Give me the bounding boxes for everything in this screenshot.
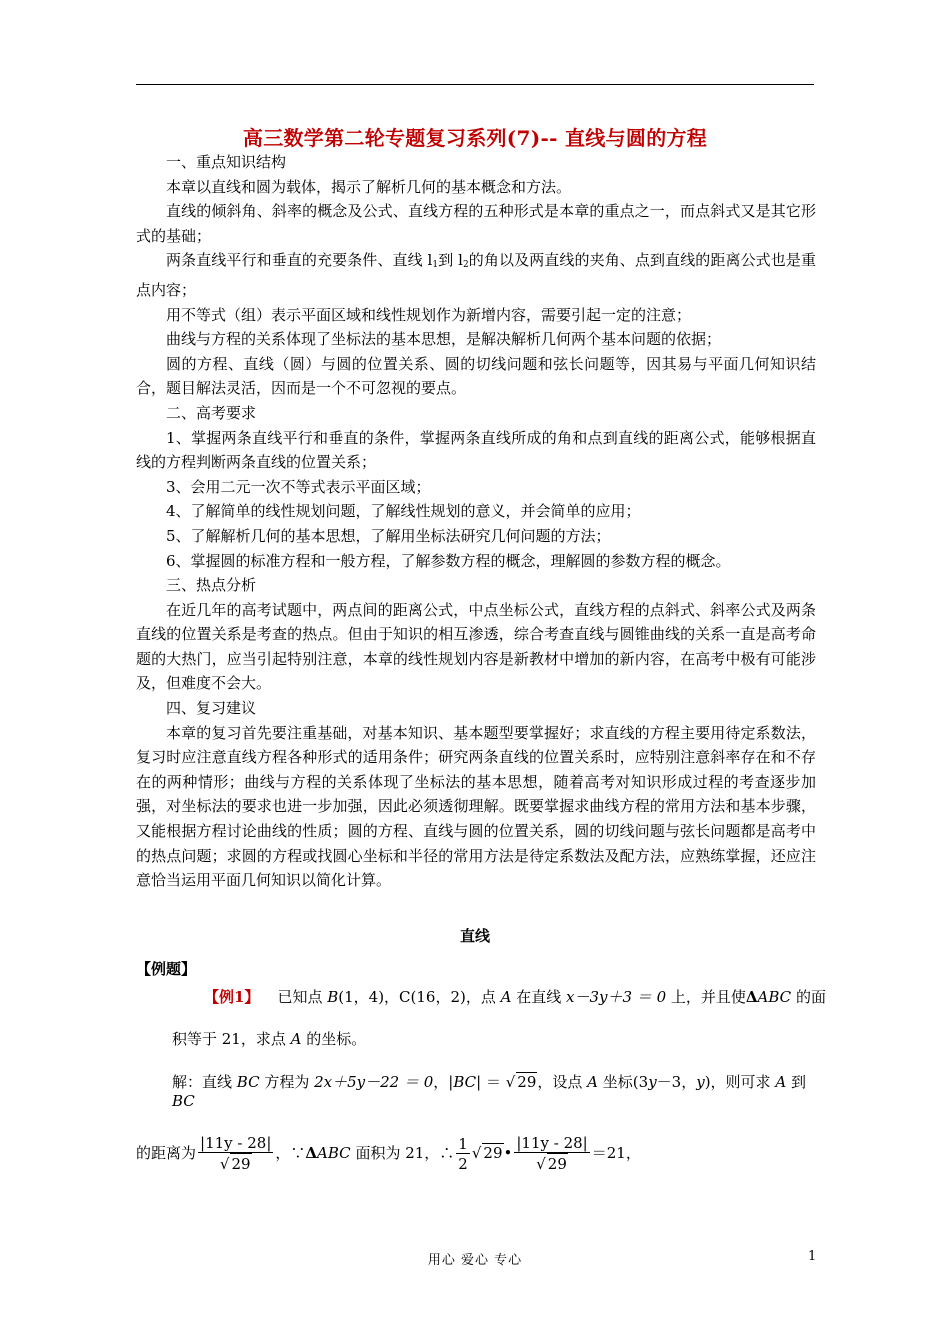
- paragraph: 本章的复习首先要注重基础，对基本知识、基本题型要掌握好；求直线的方程主要用待定系数法，复习时应注意直线方程各种形式的适用条件；研究两条直线的位置关系时，应特别注意斜率存在和不存在的两种情形；曲线与方程的关系体现了坐标法的基本思想，随着高考对知识形成过程的考查逐步加强，对坐标法的要求也进一步加强，因此必须透彻理解。既要掌握求曲线方程的常用方法和基本步骤，又能根据方程讨论曲线的性质；圆的方程、直线与圆的位置关系，圆的切线问题与弦长问题都是高考中的热点问题；求圆的方程或找圆心坐标和半径的常用方法是待定系数法及配方法，应熟练掌握，还应注意恰当运用平面几何知识以简化计算。: [136, 723, 816, 890]
- paragraph: 本章以直线和圆为载体，揭示了解析几何的基本概念和方法。: [166, 177, 572, 196]
- sqrt-symbol: √: [471, 1144, 482, 1162]
- distance-fraction: [198, 1134, 273, 1174]
- header-rule: [136, 84, 814, 85]
- math-var: A: [775, 1073, 787, 1091]
- fraction-denominator: √ 29: [536, 1155, 567, 1173]
- examples-heading: 【例题】: [136, 960, 197, 978]
- multiply-dot: •: [503, 1144, 513, 1162]
- math-var: y: [696, 1073, 705, 1091]
- text-run: | ＝: [476, 1073, 506, 1091]
- text-run: ，∵: [275, 1144, 306, 1162]
- text-run: 方程为: [259, 1073, 315, 1091]
- page-number: 1: [808, 1249, 817, 1264]
- document-body: [136, 150, 816, 893]
- section-heading-2: 二、高考要求: [166, 403, 257, 422]
- section-heading-3: 三、热点分析: [166, 576, 257, 595]
- text-run: 上，并且使: [666, 988, 746, 1006]
- math-equation: 2x＋5y－22 ＝ 0: [314, 1073, 434, 1091]
- math-var: ABC: [757, 988, 792, 1006]
- requirement-item: 5、了解解析几何的基本思想，了解用坐标法研究几何问题的方法；: [166, 526, 611, 545]
- text-run: －3，: [656, 1073, 697, 1091]
- text-run: (1，4)，C(16，2)，点: [338, 988, 501, 1006]
- paragraph: 直线的倾斜角、斜率的概念及公式、直线方程的五种形式是本章的重点之一，而点斜式又是其它形式的基础；: [136, 202, 816, 245]
- paragraph: 在近几年的高考试题中，两点间的距离公式，中点坐标公式，直线方程的点斜式、斜率公式及两条直线的位置关系是考查的热点。但由于知识的相互渗透，综合考查直线与圆锥曲线的关系一直是高考命题的大热门，应当引起特别注意，本章的线性规划内容是新教材中增加的新内容，在高考中极有可能涉及，但难度不会大。: [136, 600, 816, 693]
- sqrt-radicand: 29: [517, 1073, 537, 1091]
- text-run: 的角以及两直线的夹角、点到直线的距离公式也是重点内容；: [136, 251, 816, 299]
- fraction-numerator: |11y - 28|: [516, 1134, 588, 1152]
- paragraph: 曲线与方程的关系体现了坐标法的基本思想，是解决解析几何两个基本问题的依据；: [166, 330, 722, 349]
- subscript: 1: [432, 260, 439, 271]
- text-run: 的面: [791, 988, 826, 1006]
- fraction-denominator: 2: [458, 1154, 468, 1173]
- fraction-numerator: 1: [458, 1134, 468, 1153]
- text-run: 的坐标。: [301, 1030, 367, 1048]
- math-var: y: [648, 1073, 657, 1091]
- text-run: 解：直线: [172, 1073, 237, 1091]
- math-var: BC: [453, 1073, 477, 1091]
- math-var: ABC: [317, 1144, 351, 1162]
- example-label: 【例1】: [204, 988, 260, 1006]
- text-run: )，则可求: [704, 1073, 776, 1091]
- paragraph: 用不等式（组）表示平面区域和线性规划作为新增内容，需要引起一定的注意；: [166, 305, 692, 324]
- text-run: 坐标(3: [598, 1073, 649, 1091]
- fraction-numerator: |11y - 28|: [200, 1134, 272, 1152]
- fraction-denominator: √ 29: [219, 1155, 251, 1173]
- distance-line: [136, 1134, 641, 1174]
- math-var: A: [500, 988, 512, 1006]
- math-var: A: [290, 1030, 302, 1048]
- solution-line: [172, 1071, 818, 1110]
- half-fraction: [456, 1135, 470, 1174]
- text-run: ，设点: [537, 1073, 588, 1091]
- text-run: 的距离为: [136, 1144, 197, 1162]
- example-1: [136, 986, 826, 1007]
- text-run: ，|: [433, 1073, 454, 1091]
- sqrt-radicand: 29: [547, 1155, 567, 1173]
- example-1-continued: [172, 1028, 366, 1049]
- sqrt-radicand: 29: [231, 1155, 251, 1173]
- triangle-symbol: Δ: [305, 1144, 318, 1162]
- triangle-symbol: Δ: [745, 988, 758, 1006]
- page-title: 高三数学第二轮专题复习系列(7)-- 直线与圆的方程: [242, 126, 708, 150]
- text-run: 两条直线平行和垂直的充要条件、直线 l: [166, 251, 433, 270]
- text-run: 积等于 21，求点: [172, 1030, 291, 1048]
- math-var: B: [327, 988, 339, 1006]
- math-var: BC: [236, 1073, 260, 1091]
- section-heading-4: 四、复习建议: [166, 699, 257, 718]
- text-run: 面积为 21，∴: [350, 1144, 455, 1162]
- requirement-item: 6、掌握圆的标准方程和一般方程，了解参数方程的概念，理解圆的参数方程的概念。: [166, 551, 731, 570]
- distance-fraction: [514, 1134, 589, 1174]
- text-run: 在直线: [511, 988, 567, 1006]
- sqrt-symbol: √: [505, 1073, 516, 1091]
- requirement-item: 3、会用二元一次不等式表示平面区域；: [166, 477, 431, 496]
- text-run: 已知点: [277, 988, 328, 1006]
- math-var: BC: [172, 1092, 195, 1110]
- sqrt-radicand: 29: [483, 1144, 503, 1162]
- math-equation: x－3y＋3 ＝ 0: [566, 988, 667, 1006]
- text-run: 到: [786, 1073, 806, 1091]
- paragraph: 圆的方程、直线（圆）与圆的位置关系、圆的切线问题和弦长问题等，因其易与平面几何知识结合，题目解法灵活，因而是一个不可忽视的要点。: [136, 354, 816, 398]
- requirement-item: 4、了解简单的线性规划问题，了解线性规划的意义，并会简单的应用；: [166, 502, 641, 521]
- subsection-title: 直线: [459, 927, 490, 945]
- text-run: ＝21，: [591, 1144, 641, 1162]
- text-run: 到 l: [438, 251, 463, 270]
- paragraph: [136, 248, 816, 302]
- subscript: 2: [462, 260, 469, 271]
- section-heading-1: 一、重点知识结构: [166, 153, 287, 171]
- requirement-item: 1、掌握两条直线平行和垂直的条件，掌握两条直线所成的角和点到直线的距离公式，能够根据直线的方程判断两条直线的位置关系；: [136, 428, 816, 472]
- math-var: A: [587, 1073, 599, 1091]
- page-footer: 用心 爱心 专心: [427, 1253, 523, 1268]
